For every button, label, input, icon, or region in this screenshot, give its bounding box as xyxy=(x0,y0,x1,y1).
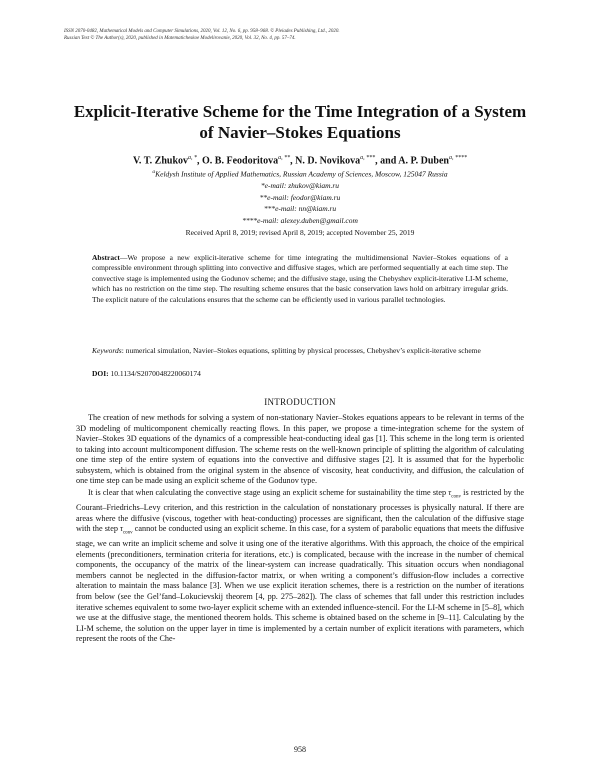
email-line: ****e-mail: alexey.duben@gmail.com xyxy=(242,215,358,225)
journal-header xyxy=(64,28,544,42)
section-heading: INTRODUCTION xyxy=(264,397,336,407)
author-name: N. D. Novikova xyxy=(295,155,361,167)
paragraph: The creation of new methods for solving a system of non-stationary Navier–Stokes equations appears to be relevant in terms of the 3D modeling of multicomponent chemically reacting flows. In this paper, we propose a time-integration scheme for the system of Navier–Stokes 3D equations of the dynamics of a compressible heat-conducting ideal gas [1]. This scheme in the long term is oriented to taking into account multicomponent diffusion. The scheme rests on the well-known principle of splitting the algorithm of calculating one time step of the entire system of equations into the convective and diffusive stages [2]. It is assumed that for the hyperbolic subsystem, which is obtained from the original system in the absence of viscosity, heat conductivity, and diffusion, the calculation of one time step can be made using an explicit scheme of the Godunov type. xyxy=(76,413,524,486)
paper-title-line-1: Explicit-Iterative Scheme for the Time Integration of a System xyxy=(73,102,527,121)
doi xyxy=(92,369,508,379)
journal-header-line-1: ISSN 2070-0482, Mathematical Models and Computer Simulations, 2020, Vol. 12, No. 6, pp. 958–968. © Pleiades Publishing, Ltd., 2020. xyxy=(64,29,340,34)
abstract-label: Abstract xyxy=(92,253,120,262)
abstract-text: —We propose a new explicit-iterative scheme for time integrating the multidimensional Navier–Stokes equations of a compressible environment through splitting into convective and diffusive stages, which are performed sequentially at each time step. The convective stage is implemented using the Godunov scheme; and the diffusive stage, using the Chebyshev explicit-iterative LI-M scheme, which has no restriction on the time step. The resulting scheme ensures that the basic conservation laws hold on arbitrary irregular grids. The explicit nature of the calculations ensures that the scheme can be efficiently used in various parallel technologies. xyxy=(92,253,508,304)
email-line: **e-mail: feodor@kiam.ru xyxy=(259,192,341,202)
paragraph-text: is restricted by the Courant–Friedrichs–Levy criterion, and this restriction in the calculation of nonstationary processes is physically natural. If there are areas where the diffusive (viscous, together with heat-conducting) processes are significant, then the calculation of the diffusive stage with the step xyxy=(76,487,524,534)
author-mark: a, ** xyxy=(278,155,291,161)
abstract xyxy=(92,253,508,305)
paragraph-text: cannot be conducted using an explicit scheme. In this case, for a system of parabolic equations that meets the diffusive stage, we can write an implicit scheme and solve it using one of the iterative algorithms. With this approach, the choice of the empirical elements (preconditioners, termination criteria for iterations, etc.) is complicated, because with the increase in the number of chemical components, the occupancy of the matrix of the linear-system can increase quadratically. This situation occurs when nondiagonal members cannot be neglected in the diffusion-factor matrix, or when writing a component’s diffusion-flow includes a corrective alteration to maintain the mass balance [3]. When we use explicit iteration schemes, there is a restriction on the number of iterations from below (see the Gel’fand–Lokucievskij theorem [4, pp. 275–282]). The class of schemes that fall under this restriction includes iterative schemes equivalent to some two-layer explicit scheme with an extended influence-stencil. For the LI-M scheme in [5–8], which we use at the diffusive stage, the mentioned theorem holds. This scheme is obtained based on the scheme in [9–11]. Calculating by the LI-M scheme, the solution on the upper layer in time is implemented by a certain number of explicit iterations with parameters, which represent the roots of the Che- xyxy=(76,524,524,644)
keywords-text: : numerical simulation, Navier–Stokes equations, splitting by physical processes, Chebyshev’s explicit-iterative scheme xyxy=(121,346,481,355)
author-name: V. T. Zhukov xyxy=(132,155,189,167)
paragraph-text: It is clear that when calculating the convective stage using an explicit scheme for sustainability the time step xyxy=(88,487,449,497)
tau-symbol: τ xyxy=(120,524,123,534)
affiliation-mark: a xyxy=(152,169,156,175)
author-separator: , xyxy=(197,155,203,167)
author-separator: , and xyxy=(375,155,399,167)
tau-subscript: conv xyxy=(122,530,133,536)
doi-value: 10.1134/S2070048220060174 xyxy=(108,369,201,378)
author-separator: , xyxy=(290,155,296,167)
received-dates: Received April 8, 2019; revised April 8, 2019; accepted November 25, 2019 xyxy=(185,228,415,237)
body-text xyxy=(76,413,524,646)
author-mark: a, **** xyxy=(449,155,467,161)
journal-header-line-2: Russian Text © The Author(s), 2020, published in Matematicheskoe Modelirovanie, 2020, Vol. 32, No. 4, pp. 57–74. xyxy=(64,36,296,41)
author-name: A. P. Duben xyxy=(398,155,449,167)
author-mark: a, * xyxy=(188,155,198,161)
paragraph xyxy=(76,488,524,645)
doi-label: DOI: xyxy=(92,369,109,378)
keywords-label: Keywords xyxy=(92,346,122,355)
page-number: 958 xyxy=(294,745,306,754)
author-mark: a, *** xyxy=(360,155,376,161)
email-line: ***e-mail: nn@kiam.ru xyxy=(263,204,337,213)
affiliation-text: Keldysh Institute of Applied Mathematics, Russian Academy of Sciences, Moscow, 125047 Russia xyxy=(155,169,448,179)
paper-title-line-2: of Navier–Stokes Equations xyxy=(199,123,401,142)
paper-title xyxy=(60,101,540,143)
author-name: O. B. Feodoritova xyxy=(202,155,279,167)
author-list xyxy=(60,152,540,167)
tau-subscript: conv xyxy=(451,494,461,500)
email-list xyxy=(60,180,540,226)
keywords xyxy=(92,346,508,356)
affiliation xyxy=(60,168,540,179)
tau-symbol: τ xyxy=(448,487,452,497)
email-line: *e-mail: zhukov@kiam.ru xyxy=(260,181,340,190)
